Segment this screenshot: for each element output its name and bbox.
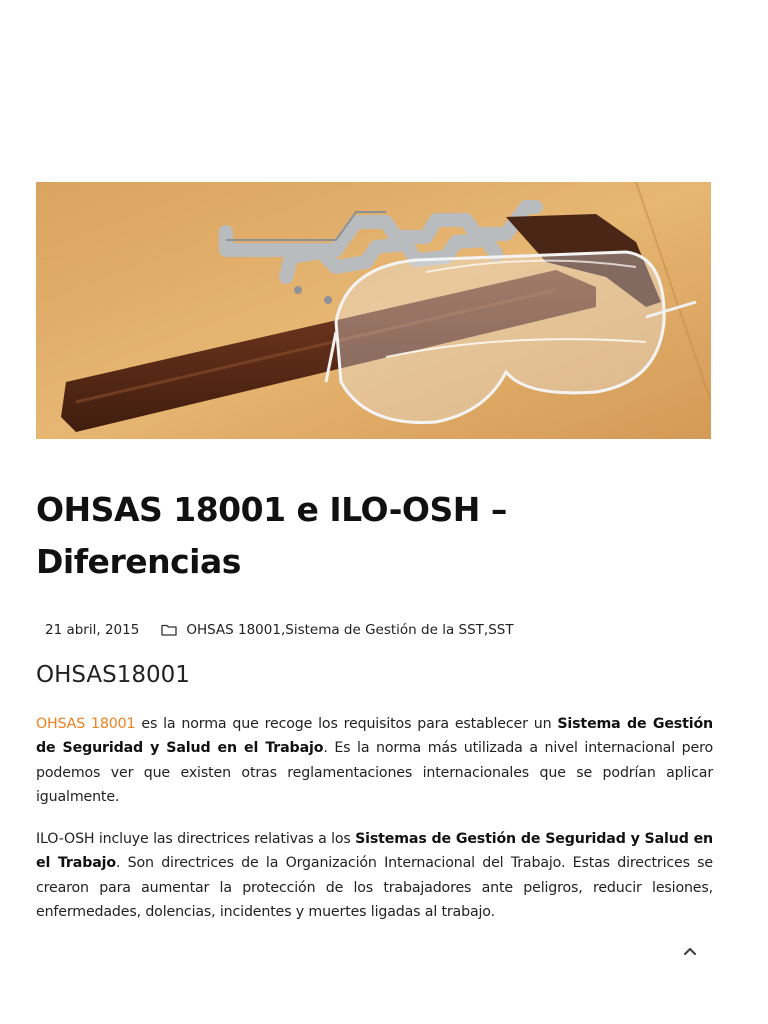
- ohsas-link[interactable]: OHSAS 18001: [36, 716, 136, 732]
- paragraph-ohsas: [36, 712, 713, 809]
- post-title: OHSAS 18001 e ILO-OSH – Diferencias: [36, 490, 507, 581]
- category-link-sst[interactable]: SST: [488, 622, 514, 638]
- post-date: 21 abril, 2015: [45, 622, 140, 638]
- paragraph-bold-text: Sistemas de Gestión de Seguridad y Salud en el Trabajo: [36, 831, 713, 872]
- scroll-to-top-button[interactable]: [676, 938, 704, 964]
- category-separator: ,: [280, 622, 286, 638]
- paragraph-bold-text: Sistema de Gestión de Seguridad y Salud en el Trabajo: [36, 716, 713, 757]
- paragraph-text: . Son directrices de la Organización Internacional del Trabajo. Estas directrices se crearon para aumentar la protección de los trabajadores ante peligros, reducir lesiones, enfermedades, dolencias, incidentes y muertes ligadas al trabajo.: [36, 855, 713, 920]
- paragraph-text: es la norma que recoge los requisitos para establecer un: [135, 716, 558, 732]
- paragraph-text: ILO-OSH incluye las directrices relativas a los: [36, 831, 356, 847]
- paragraph-text: . Es la norma más utilizada a nivel internacional pero podemos ver que existen otras reglamentaciones internacionales que se podrían aplicar igualmente.: [36, 740, 713, 805]
- featured-image: [36, 182, 711, 439]
- folder-icon: [161, 624, 177, 636]
- category-link-ohsas[interactable]: OHSAS 18001: [186, 622, 281, 638]
- category-separator: ,: [483, 622, 489, 638]
- section-heading: OHSAS18001: [36, 662, 190, 688]
- paragraph-ilo-osh: [36, 827, 713, 924]
- category-link-sst-management[interactable]: Sistema de Gestión de la SST: [285, 622, 484, 638]
- post-meta: [45, 622, 725, 638]
- chevron-up-icon: [683, 946, 697, 956]
